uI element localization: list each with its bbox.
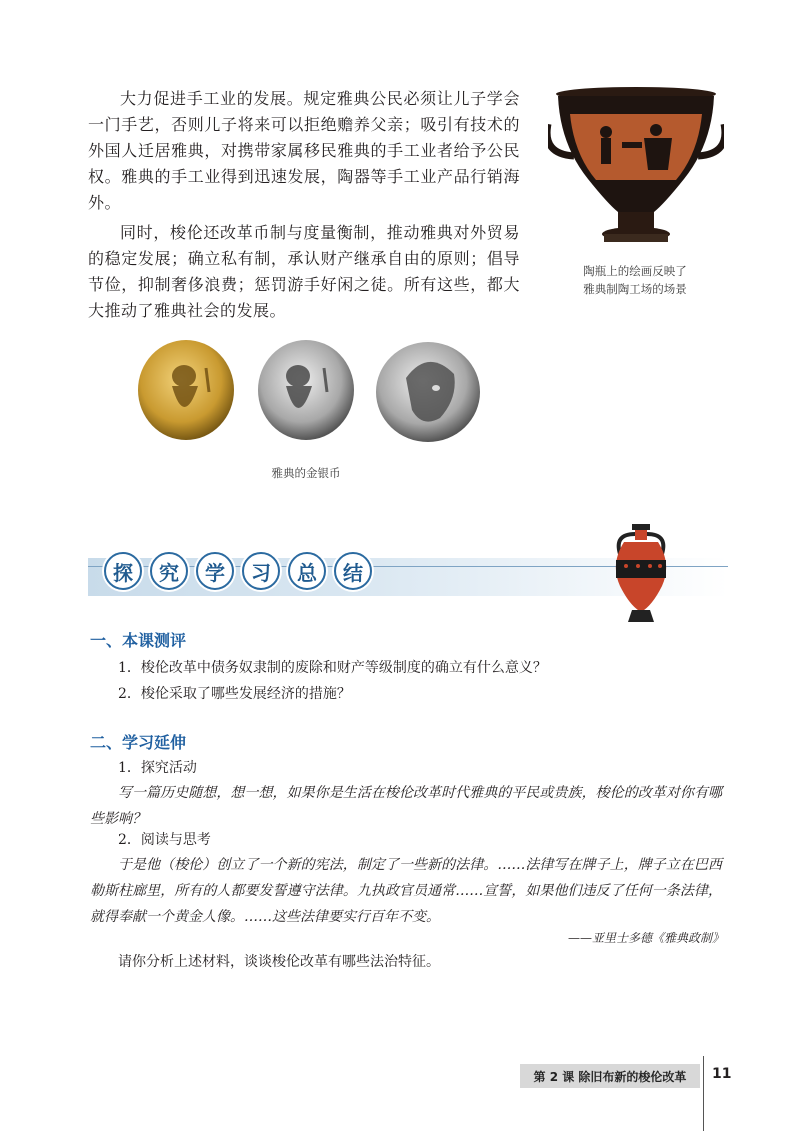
vase-image [548, 84, 724, 254]
quote-source: ——亚里士多德《雅典政制》 [567, 931, 724, 945]
question-1: 1．梭伦改革中债务奴隶制的废除和财产等级制度的确立有什么意义？ [118, 660, 547, 676]
vase-caption-line-1: 陶瓶上的绘画反映了 [583, 264, 687, 278]
lesson-title-bar: 第 2 课 除旧布新的梭伦改革 [520, 1064, 700, 1088]
banner-char: 学 [196, 552, 234, 590]
banner-char: 总 [288, 552, 326, 590]
section-heading-extension: 二、学习延伸 [90, 733, 187, 752]
coins-image [136, 338, 486, 444]
vase-caption [560, 262, 710, 298]
quote-text: 于是他（梭伦）创立了一个新的宪法，制定了一些新的法律。……法律写在牌子上，牌子立在巴西勒斯柱廊里，所有的人都要发誓遵守法律。九执政官员通常……宣誓，如果他们违反了任何一条法律，就得奉献一个黄金人像。……这些法律要实行百年不变。 [90, 857, 722, 925]
amphora-image [608, 524, 674, 624]
item-1-title: 1．探究活动 [118, 760, 197, 776]
item-2-title: 2．阅读与思考 [118, 832, 211, 848]
page-number: 11 [712, 1066, 732, 1082]
analysis-prompt: 请你分析上述材料，谈谈梭伦改革有哪些法治特征。 [118, 954, 440, 970]
banner-char: 结 [334, 552, 372, 590]
vase-caption-line-2: 雅典制陶工场的场景 [583, 282, 687, 296]
footer-divider [703, 1056, 704, 1131]
banner-title [104, 552, 372, 590]
intro-text [88, 86, 520, 324]
banner-char: 探 [104, 552, 142, 590]
section-heading-assessment: 一、本课测评 [90, 631, 187, 650]
banner-char: 究 [150, 552, 188, 590]
banner-char: 习 [242, 552, 280, 590]
question-2: 2．梭伦采取了哪些发展经济的措施？ [118, 686, 351, 702]
item-1-text: 写一篇历史随想，想一想，如果你是生活在梭伦改革时代雅典的平民或贵族，梭伦的改革对你有哪些影响？ [90, 785, 722, 827]
intro-paragraph-1: 大力促进手工业的发展。规定雅典公民必须让儿子学会一门手艺，否则儿子将来可以拒绝赡养父亲；吸引有技术的外国人迁居雅典，对携带家属移民雅典的手工业者给予公民权。雅典的手工业得到迅速发展，陶器等手工业产品行销海外。 [88, 89, 520, 212]
intro-paragraph-2: 同时，梭伦还改革币制与度量衡制，推动雅典对外贸易的稳定发展；确立私有制，承认财产继承自由的原则；倡导节俭，抑制奢侈浪费；惩罚游手好闲之徒。所有这些，都大大推动了雅典社会的发展。 [88, 223, 520, 320]
coins-caption: 雅典的金银币 [271, 466, 341, 480]
